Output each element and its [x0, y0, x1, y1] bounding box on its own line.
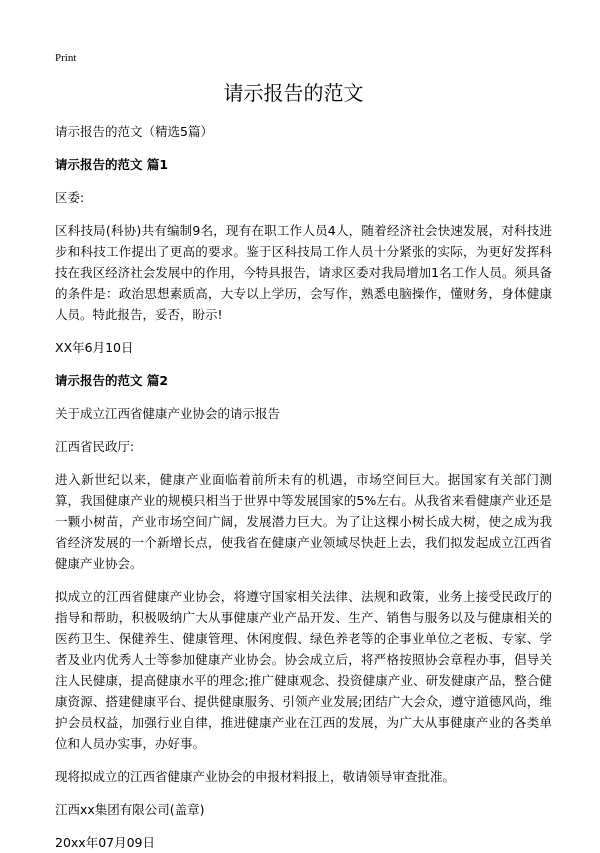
- section1-addressee: 区委:: [55, 190, 85, 205]
- section1-body: 区科技局(科协)共有编制9名，现有在职工作人员4人，随着经济社会快速发展，对科技进步和科技工作提出了更高的要求。鉴于区科技局工作人员十分紧张的实际，为更好发挥科技在我区经济社会发展中的作用，今特具报告，请求区委对我局增加1名工作人员。须具备的条件是：政治思想素质高，大专以上学历，会写作，熟悉电脑操作，懂财务，身体健康人员。特此报告，妥否，盼示!: [55, 223, 552, 322]
- section2-signature: 江西xx集团有限公司(盖章): [55, 802, 205, 817]
- section2-subject: 关于成立江西省健康产业协会的请示报告: [55, 406, 281, 421]
- section1-heading: 请示报告的范文 篇1: [55, 157, 169, 172]
- section2-paragraph-3: 现将拟成立的江西省健康产业协会的申报材料报上，敬请领导审查批准。: [55, 769, 456, 784]
- section1-date: XX年6月10日: [55, 340, 134, 355]
- section2-heading: 请示报告的范文 篇2: [55, 373, 169, 388]
- section2-paragraph-1: 进入新世纪以来，健康产业面临着前所未有的机遇，市场空间巨大。据国家有关部门测算，我国健康产业的规模只相当于世界中等发展国家的5%左右。从我省来看健康产业还是一颗小树苗，产业市场空间广阔，发展潜力巨大。为了让这棵小树长成大树，使之成为我省经济发展的一个新增长点，使我省在健康产业领域尽快赶上去，我们拟发起成立江西省健康产业协会。: [55, 472, 552, 571]
- section2-date: 20xx年07月09日: [55, 835, 156, 850]
- section2-addressee: 江西省民政厅:: [55, 439, 135, 454]
- document-title: 请示报告的范文: [223, 81, 364, 105]
- print-link[interactable]: Print: [55, 52, 77, 64]
- section2-paragraph-2: 拟成立的江西省健康产业协会，将遵守国家相关法律、法规和政策，业务上接受民政厅的指导和帮助，积极吸纳广大从事健康产业产品开发、生产、销售与服务以及与健康相关的医药卫生、保健养生、健康管理、休闲度假、绿色养老等的企事业单位之老板、专家、学者及业内优秀人士等参加健康产业协会。协会成立后，将严格按照协会章程办事，倡导关注人民健康，提高健康水平的理念;推广健康观念、投资健康产业、研发健康产品，整合健康资源、搭建健康平台、提供健康服务、引领产业发展;团结广大会众，遵守道德风尚，维护会员权益，加强行业自律，推进健康产业在江西的发展，为广大从事健康产业的各类单位和人员办实事，办好事。: [55, 589, 552, 751]
- document-subtitle: 请示报告的范文（精选5篇）: [55, 124, 213, 139]
